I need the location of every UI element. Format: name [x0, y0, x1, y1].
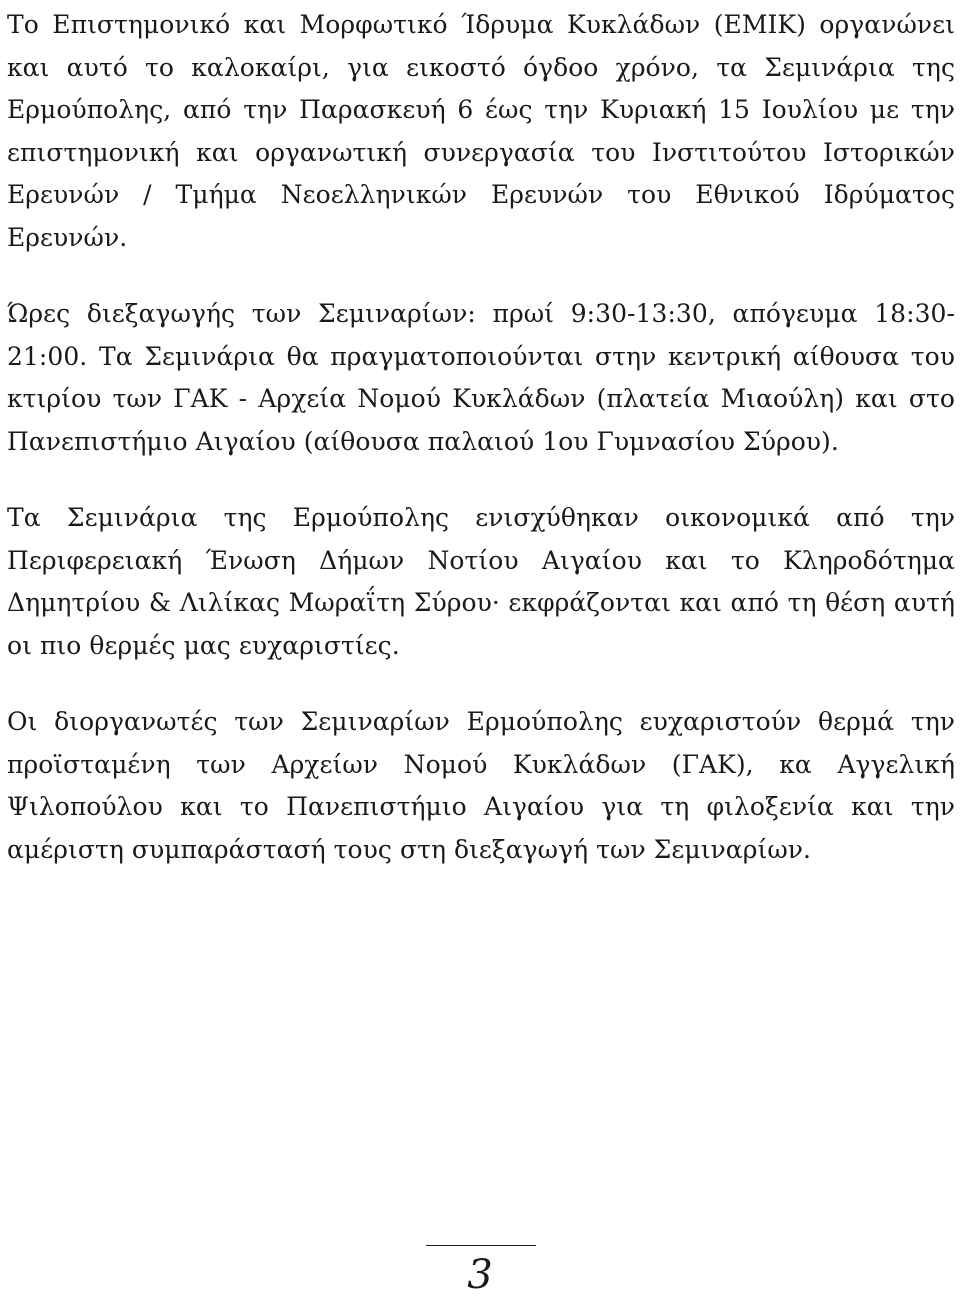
paragraph-intro: Το Επιστημονικό και Μορφωτικό Ίδρυμα Κυκλάδων (ΕΜΙΚ) οργανώνει και αυτό το καλοκαίρι, για εικοστό όγδοο χρόνο, τα Σεμινάρια της Ερμούπολης, από την Παρασκευή 6 έως την Κυριακή 15 Ιουλίου με την επιστημονική και οργανωτική συνεργασία του Ινστιτούτου Ιστορικών Ερευνών / Τμήμα Νεοελληνικών Ερευνών του Εθνικού Ιδρύματος Ερευνών.	[7, 10, 955, 252]
paragraph-schedule: Ώρες διεξαγωγής των Σεμιναρίων: πρωί 9:30-13:30, απόγευμα 18:30-21:00. Τα Σεμινάρια θα πραγματοποιούνται στην κεντρική αίθουσα του κτιρίου των ΓΑΚ - Αρχεία Νομού Κυκλάδων (πλατεία Μιαούλη) και στο Πανεπιστήμιο Αιγαίου (αίθουσα παλαιού 1ου Γυμνασίου Σύρου).	[7, 299, 955, 456]
document-page	[7, 0, 955, 871]
paragraph-funding: Τα Σεμινάρια της Ερμούπολης ενισχύθηκαν οικονομικά από την Περιφερειακή Ένωση Δήμων Νοτίου Αιγαίου και το Κληροδότημα Δημητρίου & Λιλίκας Μωραΐτη Σύρου· εκφράζονται και από τη θέση αυτή οι πιο θερμές μας ευχαριστίες.	[7, 503, 955, 660]
page-number: 3	[467, 1252, 493, 1298]
paragraph-acknowledgements: Οι διοργανωτές των Σεμιναρίων Ερμούπολης ευχαριστούν θερμά την προϊσταμένη των Αρχείων Νομού Κυκλάδων (ΓΑΚ), κα Αγγελική Ψιλοπούλου και το Πανεπιστήμιο Αιγαίου για τη φιλοξενία και την αμέριστη συμπαράστασή τους στη διεξαγωγή των Σεμιναρίων.	[7, 707, 955, 864]
footer-divider	[426, 1245, 536, 1246]
